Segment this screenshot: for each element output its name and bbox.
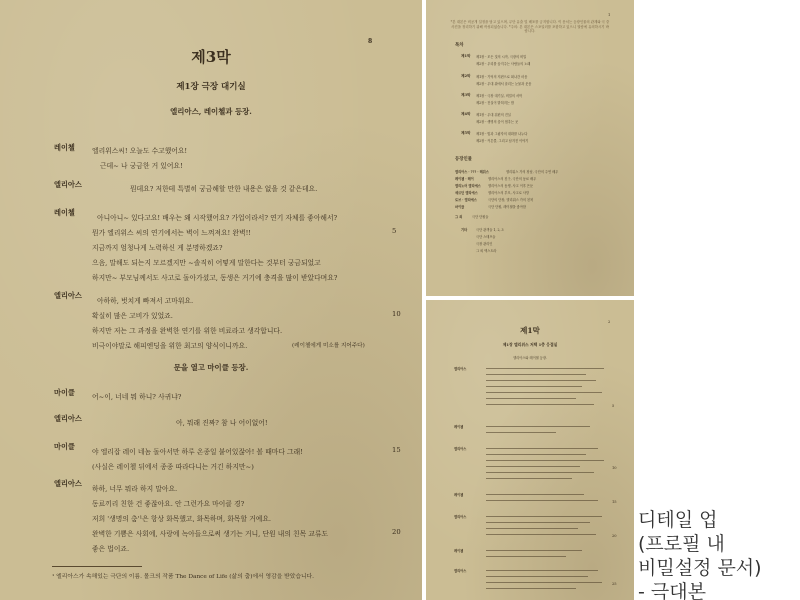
speaker-name: 레이첼 xyxy=(454,425,464,429)
speaker-name: 엘리아스 xyxy=(54,180,82,189)
toc-scene: 제2장 - 무대 위에서 흘리는 눈물과 웃음 xyxy=(476,82,532,86)
dialogue-line: (사실은 레이첼 뒤에서 종종 따라다니는 거긴 하지만~) xyxy=(92,463,254,471)
cast-name: 엘리노어 엘리에스 xyxy=(455,184,481,188)
caption: 디테일 업 (프로필 내 비밀설정 문서) - 극대본 xyxy=(638,509,762,600)
line-number: 20 xyxy=(392,528,401,536)
toc-act: 제3막 xyxy=(461,93,471,97)
toc-scene: 제2장 - 커튼콜, 그리고 남겨진 이야기 xyxy=(476,139,529,143)
dialogue-line: 아니아니~ 있다고요! 배우는 왜 시작했어요? 가업이라서? 연기 자체를 좋아해서? xyxy=(97,214,338,222)
dialogue-line: 비극이야말로 해피엔딩을 위한 최고의 양식이니까요. xyxy=(92,342,248,350)
speaker-name: 레이첼 xyxy=(54,143,75,152)
stage-direction: 엘리아스, 레이첼과 등장. xyxy=(170,107,252,116)
cast-name: 레이첼 · 레이 xyxy=(455,177,474,181)
speaker-name: 레이첼 xyxy=(54,208,75,217)
scene-title: 제1장 엘리위스 저택 1층 응접실 xyxy=(502,342,558,347)
cast-desc: 엘리아스의 친구, 극단의 동료 배우 xyxy=(488,177,537,181)
footnote-rule xyxy=(52,566,142,567)
toc-act: 제1막 xyxy=(461,54,471,58)
script-page-contents xyxy=(426,0,634,296)
speaker-name: 마이클 xyxy=(54,442,75,451)
dialogue-line: 하지만 저는 그 과정을 완벽한 연기를 위한 비료라고 생각합니다. xyxy=(92,327,283,335)
script-page-act1 xyxy=(426,300,634,600)
speaker-name: 마이클 xyxy=(54,388,75,397)
cast-desc: 극단 단원, 레이첼을 좋아함 xyxy=(488,205,526,209)
stage-direction: 문을 열고 마이클 등장. xyxy=(173,363,249,372)
toc-scene: 제1장 - 모든 것의 시작, 극장의 비밀 xyxy=(476,55,527,59)
dialogue-line: 어~이, 너네 뭐 하니? 사귀냐? xyxy=(92,393,182,401)
toc-act: 제2막 xyxy=(461,74,471,78)
dialogue-line: 하하, 너무 뭐라 하지 말아요. xyxy=(92,485,178,493)
line-number: 5 xyxy=(392,227,397,235)
toc-act: 제5막 xyxy=(461,131,471,135)
dialogue-line: 하지만~ 부모님께서도 사고로 돌아가셨고, 동생은 거기에 충격을 많이 받았다며요? xyxy=(92,274,338,282)
stage-direction: 엘리아스와 레이첼 등장. xyxy=(513,356,547,360)
dialogue-line: 뭔가 엘리위스 씨의 연기에서는 벽이 느껴져요! 완벽!! xyxy=(92,229,252,237)
act-title: 제3막 xyxy=(191,48,231,66)
speaker-name: 엘리아스 xyxy=(454,515,467,519)
page-number: 8 xyxy=(368,38,373,45)
cast-desc: 그 외 엑스트라 xyxy=(476,249,497,253)
dialogue-line: 좋은 법이죠. xyxy=(92,545,130,553)
line-number: 20 xyxy=(612,534,617,538)
dialogue-line: 뭔데요? 저한테 특별히 궁금해할 만한 내용은 없을 것 같은데요. xyxy=(130,185,318,193)
cast-desc: 극단의 단장, 엘리위스 가의 친척 xyxy=(488,198,534,202)
cast-desc: 극단 단원들 xyxy=(472,215,489,219)
cast-desc: 엘리위스 가의 장남, 극단의 주연 배우 xyxy=(506,170,559,174)
line-number: 10 xyxy=(612,466,617,470)
dialogue-line: 저희 '생명의 춤'¹은 항상 화목했고, 화목하며, 화목할 거예요. xyxy=(92,515,272,523)
cast-desc: 극장 관리인 xyxy=(476,242,493,246)
speaker-name: 엘리아스 xyxy=(454,569,467,573)
dialogue-line: 야 엘리잡 레이 네놈 돌아서만 하루 온종일 붙어있잖아! 볼 때마다 그래! xyxy=(92,448,303,456)
line-number: 25 xyxy=(612,582,617,586)
cast-name: 세르딘 엘리에스 xyxy=(455,191,478,195)
cast-name: 기타 xyxy=(461,228,468,232)
cast-name: 마이클 xyxy=(455,205,465,209)
line-number: 10 xyxy=(392,310,401,318)
stage-aside: (레이첼에게 미소를 지어주다) xyxy=(292,343,365,349)
cast-desc: 극단 관객들 1, 2, 3 xyxy=(476,228,504,232)
dialogue-line: 확실히 많은 고비가 있었죠. xyxy=(92,312,173,320)
cast-name: 엘리아스 · ??? · 레위스 xyxy=(455,170,489,174)
toc-scene: 제2장 - 생명의 춤이 멈추는 곳 xyxy=(476,120,519,124)
toc-scene: 제1장 - 무대 뒤편의 진실 xyxy=(476,113,511,117)
line-number: 15 xyxy=(612,500,617,504)
speaker-name: 엘리아스 xyxy=(54,414,82,423)
cast-name: 로브 · 엘리에스 xyxy=(455,198,477,202)
contents-heading: 목차 xyxy=(455,43,464,48)
dialogue-line: 엘리위스씨! 오늘도 수고했어요! xyxy=(92,147,188,155)
speaker-name: 엘리아스 xyxy=(54,479,82,488)
cast-desc: 극단 스태프들 xyxy=(476,235,496,239)
toc-scene: 제1장 - 빛과 그림자의 대화를 나누다 xyxy=(476,132,528,136)
page-number: 1 xyxy=(608,13,611,17)
dialogue-line: 근데~ 나 궁금한 거 있어요! xyxy=(100,162,183,170)
speaker-name: 엘리아스 xyxy=(454,447,467,451)
dialogue-line: 아, 뭐래 진짜? 참 나 어이없어! xyxy=(176,419,268,427)
confidential-notice: *본 대본은 비공개 설정을 담고 있으며, 무단 유출 및 배포를 금지합니다. 이 문서는 등장인물의 관계와 극 중 사건을 정리하기 위해 작성되었습니다. *주의: 본 대본은 스포일러를 포함하고 있으니 열람에 유의하시기 바랍니다. xyxy=(450,20,610,33)
dialogue-line: 동료끼리 친한 건 좋잖아요. 안 그런가요 마이클 경? xyxy=(92,500,245,508)
cast-name: 그 외 xyxy=(455,215,463,219)
scene-title: 제1장 극장 대기실 xyxy=(176,82,246,92)
toc-scene: 제1장 - 기억의 저편으로 떠나간 마음 xyxy=(476,75,528,79)
cast-desc: 엘리아스의 동생, 사고 이후 은둔 xyxy=(488,184,534,188)
dialogue-line: 지금까지 엄청나게 노력하신 게 분명하겠죠? xyxy=(92,244,223,252)
act-title: 제1막 xyxy=(520,326,540,335)
dialogue-line: 아하하, 벗치게 빠져서 고마워요. xyxy=(97,297,194,305)
toc-scene: 제2장 - 진실이 밝혀지는 밤 xyxy=(476,101,514,105)
page-number: 2 xyxy=(608,320,611,324)
toc-act: 제4막 xyxy=(461,112,471,116)
toc-scene: 제1장 - 극장 대기실, 비밀의 서막 xyxy=(476,94,523,98)
line-number: 15 xyxy=(392,446,401,454)
cast-desc: 엘리아스의 부모, 사고로 사망 xyxy=(488,191,530,195)
toc-scene: 제2장 - 우리를 숨겨주는 사람들의 노래 xyxy=(476,62,531,66)
speaker-name: 레이첼 xyxy=(454,493,464,497)
cast-heading: 등장인물 xyxy=(455,157,472,162)
dialogue-line: 으음, 말해도 되는지 모르겠지만 ~솔직히 어떻게 말한다는 것부터 궁금되었고 xyxy=(92,259,321,267)
dialogue-line: 완벽한 기쁨은 사회에, 사랑에 녹아들으로써 생기는 거니, 단원 내의 친목 교류도 xyxy=(92,530,329,538)
line-number: 5 xyxy=(612,404,615,408)
speaker-name: 엘리아스 xyxy=(54,291,82,300)
footnote: ¹ 엘리아스가 속해있는 극단의 이름. 몰크의 작품 The Dance of Life (삶의 춤)에서 영감을 받았습니다. xyxy=(52,574,314,580)
speaker-name: 레이첼 xyxy=(454,549,464,553)
speaker-name: 엘리아스 xyxy=(454,367,467,371)
